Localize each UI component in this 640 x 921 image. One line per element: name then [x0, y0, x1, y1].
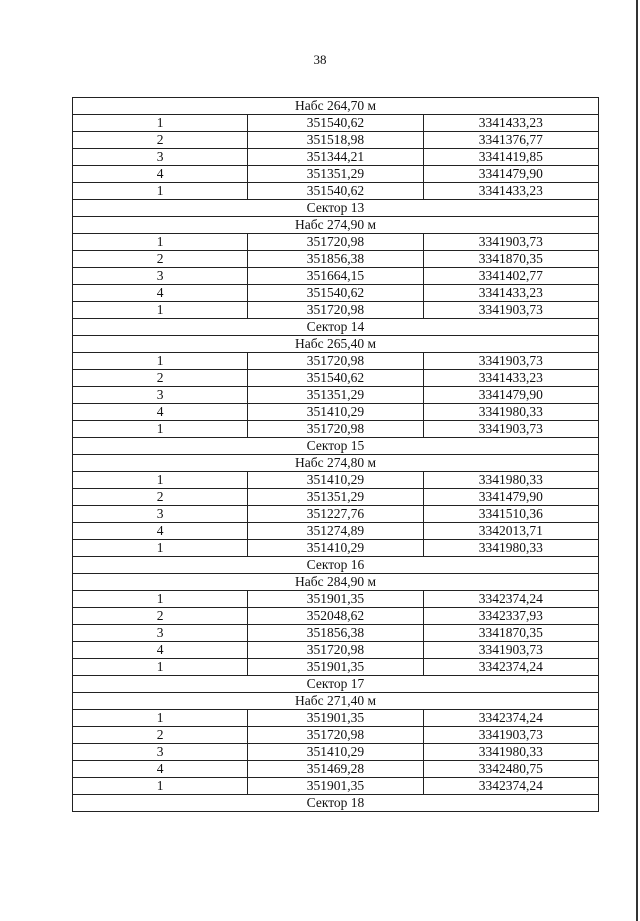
table-row [73, 744, 599, 761]
point-number-cell: 4 [73, 166, 248, 183]
x-coordinate-cell: 351720,98 [248, 727, 423, 744]
point-number-cell: 3 [73, 149, 248, 166]
table-row [73, 489, 599, 506]
y-coordinate-cell: 3341376,77 [423, 132, 598, 149]
x-coordinate-cell: 351901,35 [248, 778, 423, 795]
point-number-cell: 2 [73, 370, 248, 387]
elevation-heading [73, 98, 599, 115]
point-number-cell: 3 [73, 387, 248, 404]
table-row [73, 710, 599, 727]
table-row [73, 149, 599, 166]
point-number-cell: 1 [73, 183, 248, 200]
point-number-cell: 3 [73, 506, 248, 523]
y-coordinate-cell: 3341870,35 [423, 251, 598, 268]
y-coordinate-cell: 3341479,90 [423, 489, 598, 506]
table-row [73, 523, 599, 540]
x-coordinate-cell: 351410,29 [248, 472, 423, 489]
x-coordinate-cell: 352048,62 [248, 608, 423, 625]
y-coordinate-cell: 3342374,24 [423, 778, 598, 795]
x-coordinate-cell: 351540,62 [248, 115, 423, 132]
x-coordinate-cell: 351901,35 [248, 710, 423, 727]
table-row [73, 625, 599, 642]
y-coordinate-cell: 3341419,85 [423, 149, 598, 166]
sector-heading-cell: Сектор 15 [73, 438, 599, 455]
x-coordinate-cell: 351720,98 [248, 421, 423, 438]
table-row [73, 727, 599, 744]
x-coordinate-cell: 351664,15 [248, 268, 423, 285]
y-coordinate-cell: 3341903,73 [423, 727, 598, 744]
table-row [73, 370, 599, 387]
elevation-heading-cell: Набс 274,80 м [73, 455, 599, 472]
page-edge [636, 0, 638, 921]
x-coordinate-cell: 351518,98 [248, 132, 423, 149]
sector-heading-cell: Сектор 13 [73, 200, 599, 217]
table-row [73, 234, 599, 251]
elevation-heading [73, 336, 599, 353]
point-number-cell: 4 [73, 642, 248, 659]
point-number-cell: 1 [73, 421, 248, 438]
table-row [73, 659, 599, 676]
y-coordinate-cell: 3342374,24 [423, 659, 598, 676]
table-row [73, 540, 599, 557]
point-number-cell: 2 [73, 727, 248, 744]
table-row [73, 387, 599, 404]
table-row [73, 404, 599, 421]
table-row [73, 251, 599, 268]
y-coordinate-cell: 3341433,23 [423, 370, 598, 387]
x-coordinate-cell: 351720,98 [248, 353, 423, 370]
x-coordinate-cell: 351410,29 [248, 744, 423, 761]
sector-heading [73, 200, 599, 217]
point-number-cell: 2 [73, 251, 248, 268]
point-number-cell: 1 [73, 659, 248, 676]
point-number-cell: 3 [73, 268, 248, 285]
table-row [73, 166, 599, 183]
y-coordinate-cell: 3341479,90 [423, 387, 598, 404]
point-number-cell: 1 [73, 710, 248, 727]
point-number-cell: 1 [73, 591, 248, 608]
sector-heading [73, 438, 599, 455]
elevation-heading [73, 693, 599, 710]
x-coordinate-cell: 351720,98 [248, 302, 423, 319]
table-row [73, 642, 599, 659]
x-coordinate-cell: 351540,62 [248, 370, 423, 387]
table-row [73, 285, 599, 302]
sector-heading [73, 676, 599, 693]
x-coordinate-cell: 351720,98 [248, 642, 423, 659]
x-coordinate-cell: 351351,29 [248, 387, 423, 404]
x-coordinate-cell: 351274,89 [248, 523, 423, 540]
y-coordinate-cell: 3341980,33 [423, 404, 598, 421]
x-coordinate-cell: 351351,29 [248, 489, 423, 506]
x-coordinate-cell: 351410,29 [248, 540, 423, 557]
y-coordinate-cell: 3341402,77 [423, 268, 598, 285]
table-row [73, 472, 599, 489]
sector-heading-cell: Сектор 14 [73, 319, 599, 336]
sector-heading-cell: Сектор 18 [73, 795, 599, 812]
coordinates-table-body [73, 98, 599, 812]
sector-heading-cell: Сектор 17 [73, 676, 599, 693]
sector-heading [73, 319, 599, 336]
elevation-heading-cell: Набс 284,90 м [73, 574, 599, 591]
y-coordinate-cell: 3341433,23 [423, 285, 598, 302]
y-coordinate-cell: 3341433,23 [423, 115, 598, 132]
table-row [73, 778, 599, 795]
point-number-cell: 2 [73, 489, 248, 506]
x-coordinate-cell: 351856,38 [248, 625, 423, 642]
elevation-heading-cell: Набс 264,70 м [73, 98, 599, 115]
elevation-heading [73, 217, 599, 234]
y-coordinate-cell: 3342374,24 [423, 710, 598, 727]
table-row [73, 302, 599, 319]
y-coordinate-cell: 3342337,93 [423, 608, 598, 625]
table-row [73, 115, 599, 132]
point-number-cell: 1 [73, 115, 248, 132]
x-coordinate-cell: 351540,62 [248, 183, 423, 200]
y-coordinate-cell: 3341903,73 [423, 642, 598, 659]
table-row [73, 421, 599, 438]
x-coordinate-cell: 351469,28 [248, 761, 423, 778]
table-row [73, 132, 599, 149]
point-number-cell: 1 [73, 302, 248, 319]
y-coordinate-cell: 3342013,71 [423, 523, 598, 540]
x-coordinate-cell: 351344,21 [248, 149, 423, 166]
sector-heading [73, 557, 599, 574]
x-coordinate-cell: 351227,76 [248, 506, 423, 523]
sector-heading [73, 795, 599, 812]
table-row [73, 591, 599, 608]
y-coordinate-cell: 3341479,90 [423, 166, 598, 183]
sector-heading-cell: Сектор 16 [73, 557, 599, 574]
y-coordinate-cell: 3341870,35 [423, 625, 598, 642]
y-coordinate-cell: 3341903,73 [423, 353, 598, 370]
elevation-heading-cell: Набс 274,90 м [73, 217, 599, 234]
table-row [73, 608, 599, 625]
table-row [73, 761, 599, 778]
elevation-heading-cell: Набс 265,40 м [73, 336, 599, 353]
y-coordinate-cell: 3341903,73 [423, 302, 598, 319]
x-coordinate-cell: 351351,29 [248, 166, 423, 183]
x-coordinate-cell: 351901,35 [248, 591, 423, 608]
x-coordinate-cell: 351410,29 [248, 404, 423, 421]
point-number-cell: 2 [73, 608, 248, 625]
y-coordinate-cell: 3341980,33 [423, 744, 598, 761]
x-coordinate-cell: 351901,35 [248, 659, 423, 676]
x-coordinate-cell: 351856,38 [248, 251, 423, 268]
y-coordinate-cell: 3341980,33 [423, 540, 598, 557]
y-coordinate-cell: 3341510,36 [423, 506, 598, 523]
table-row [73, 506, 599, 523]
y-coordinate-cell: 3341980,33 [423, 472, 598, 489]
y-coordinate-cell: 3341903,73 [423, 234, 598, 251]
point-number-cell: 1 [73, 778, 248, 795]
table-row [73, 183, 599, 200]
coordinates-table [72, 97, 599, 812]
point-number-cell: 1 [73, 353, 248, 370]
table-row [73, 353, 599, 370]
elevation-heading [73, 574, 599, 591]
y-coordinate-cell: 3341903,73 [423, 421, 598, 438]
point-number-cell: 4 [73, 761, 248, 778]
table-row [73, 268, 599, 285]
y-coordinate-cell: 3342480,75 [423, 761, 598, 778]
page-number: 38 [313, 52, 327, 67]
point-number-cell: 3 [73, 744, 248, 761]
elevation-heading-cell: Набс 271,40 м [73, 693, 599, 710]
point-number-cell: 1 [73, 540, 248, 557]
point-number-cell: 3 [73, 625, 248, 642]
y-coordinate-cell: 3342374,24 [423, 591, 598, 608]
point-number-cell: 4 [73, 404, 248, 421]
x-coordinate-cell: 351540,62 [248, 285, 423, 302]
y-coordinate-cell: 3341433,23 [423, 183, 598, 200]
point-number-cell: 4 [73, 523, 248, 540]
point-number-cell: 2 [73, 132, 248, 149]
point-number-cell: 1 [73, 472, 248, 489]
x-coordinate-cell: 351720,98 [248, 234, 423, 251]
point-number-cell: 4 [73, 285, 248, 302]
point-number-cell: 1 [73, 234, 248, 251]
elevation-heading [73, 455, 599, 472]
